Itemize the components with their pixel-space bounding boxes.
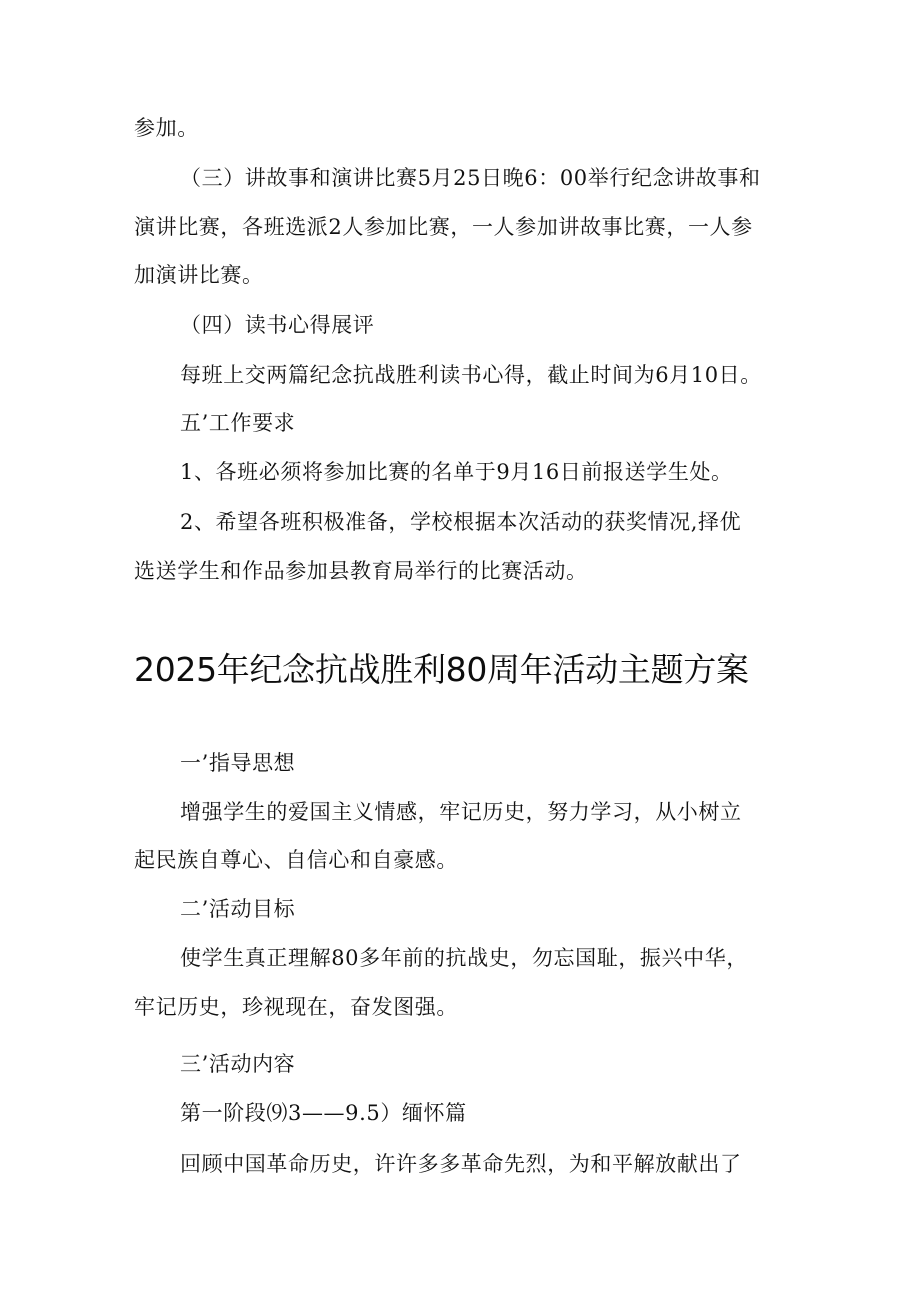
text-line: 参加。 — [134, 116, 199, 140]
text-line: 选送学生和作品参加县教育局举行的比赛活动。 — [134, 559, 588, 583]
text-line: 回顾中国革命历史，许许多多革命先烈，为和平解放献出了 — [180, 1152, 742, 1176]
section-heading: 一’指导思想 — [180, 751, 296, 775]
text-line: 演讲比赛，各班选派2人参加比赛，一人参加讲故事比赛，一人参 — [134, 215, 753, 239]
text-line: 2、希望各班积极准备，学校根据本次活动的获奖情况,择优 — [180, 510, 742, 534]
text-line: 加演讲比赛。 — [134, 263, 264, 287]
section-heading: 五’工作要求 — [180, 411, 296, 435]
section-heading: （四）读书心得展评 — [180, 313, 375, 337]
text-line: 起民族自尊心、自信心和自豪感。 — [134, 848, 458, 872]
text-line: 使学生真正理解80多年前的抗战史，勿忘国耻，振兴中华， — [180, 946, 748, 970]
text-line: 第一阶段⑼3——9.5）缅怀篇 — [180, 1101, 467, 1125]
section-heading: 二’活动目标 — [180, 897, 296, 921]
text-line: 牢记历史，珍视现在，奋发图强。 — [134, 995, 458, 1019]
document-title: 2025年纪念抗战胜利80周年活动主题方案 — [134, 650, 749, 689]
text-line: （三）讲故事和演讲比赛5月25日晚6：00举行纪念讲故事和 — [180, 166, 761, 190]
text-line: 每班上交两篇纪念抗战胜利读书心得，截止时间为6月10日。 — [180, 363, 762, 387]
section-heading: 三’活动内容 — [180, 1052, 296, 1076]
text-line: 增强学生的爱国主义情感，牢记历史，努力学习，从小树立 — [180, 800, 742, 824]
text-line: 1、各班必须将参加比赛的名单于9月16日前报送学生处。 — [180, 460, 733, 484]
